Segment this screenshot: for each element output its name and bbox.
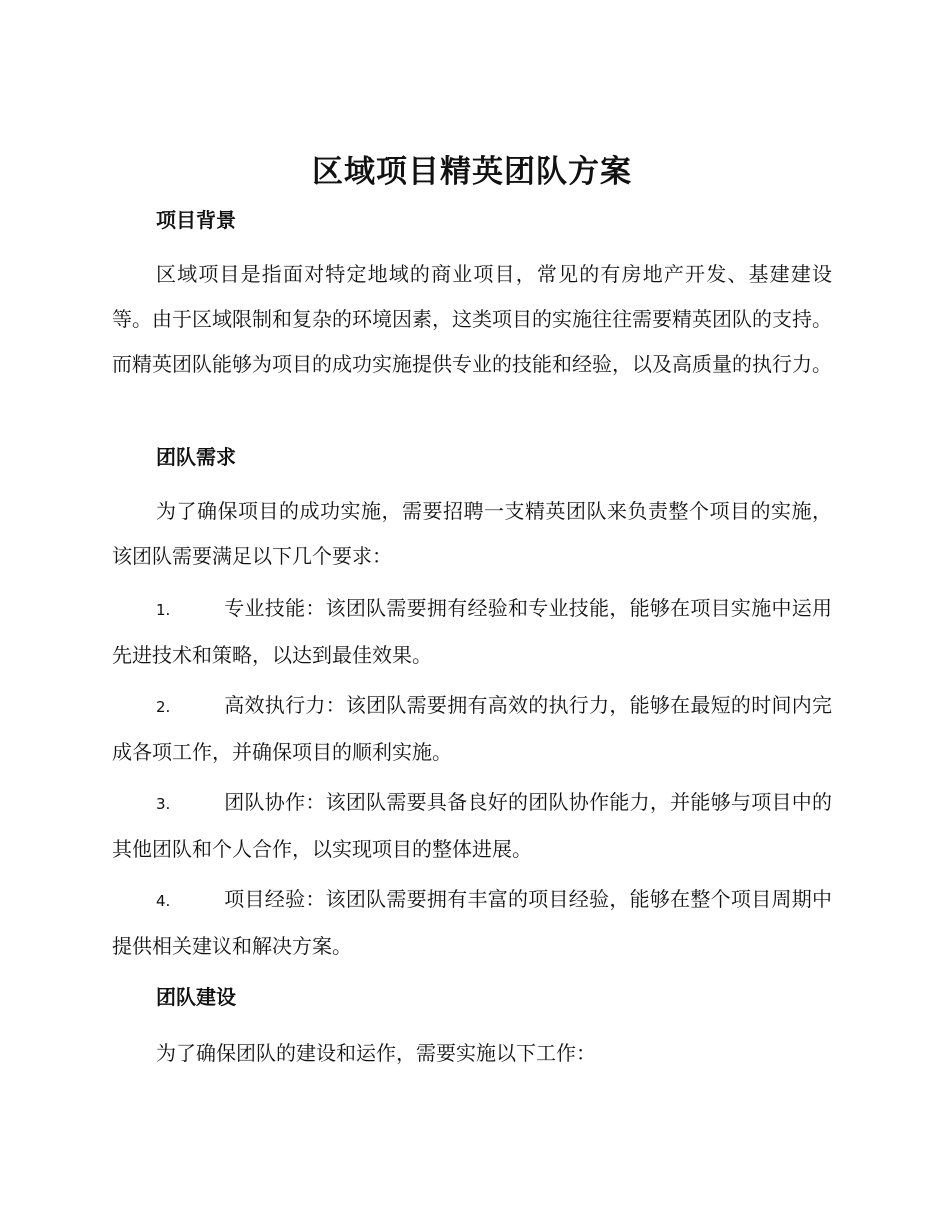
list-item-text: 高效执行力：该团队需要拥有高效的执行力，能够在最短的时间内完成各项工作，并确保项目的顺利实施。: [112, 693, 832, 764]
list-item-text: 项目经验：该团队需要拥有丰富的项目经验，能够在整个项目周期中提供相关建议和解决方案。: [112, 887, 832, 958]
list-item: [112, 877, 832, 969]
background-paragraph: 区域项目是指面对特定地域的商业项目，常见的有房地产开发、基建建设等。由于区域限制和复杂的环境因素，这类项目的实施往往需要精英团队的支持。而精英团队能够为项目的成功实施提供专业的技能和经验，以及高质量的执行力。: [112, 262, 832, 376]
section-heading-requirements: 团队需求: [156, 445, 236, 469]
list-item-number: 2.: [156, 698, 171, 716]
team-building-paragraph: 为了确保团队的建设和运作，需要实施以下工作：: [156, 1041, 596, 1065]
list-item-text: 专业技能：该团队需要拥有经验和专业技能，能够在项目实施中运用先进技术和策略，以达到最佳效果。: [112, 596, 832, 667]
document-title: 区域项目精英团队方案: [312, 154, 632, 190]
list-item: [112, 780, 832, 872]
section-heading-team-building: 团队建设: [156, 985, 236, 1009]
requirements-intro-paragraph: 为了确保项目的成功实施，需要招聘一支精英团队来负责整个项目的实施，该团队需要满足以下几个要求：: [112, 499, 832, 568]
list-item-text: 团队协作：该团队需要具备良好的团队协作能力，并能够与项目中的其他团队和个人合作，以实现项目的整体进展。: [112, 790, 832, 861]
list-item: [112, 586, 832, 678]
list-item-number: 4.: [156, 892, 171, 910]
list-item-number: 3.: [156, 795, 171, 813]
section-heading-background: 项目背景: [156, 208, 236, 232]
list-item: [112, 683, 832, 775]
list-item-number: 1.: [156, 601, 171, 619]
